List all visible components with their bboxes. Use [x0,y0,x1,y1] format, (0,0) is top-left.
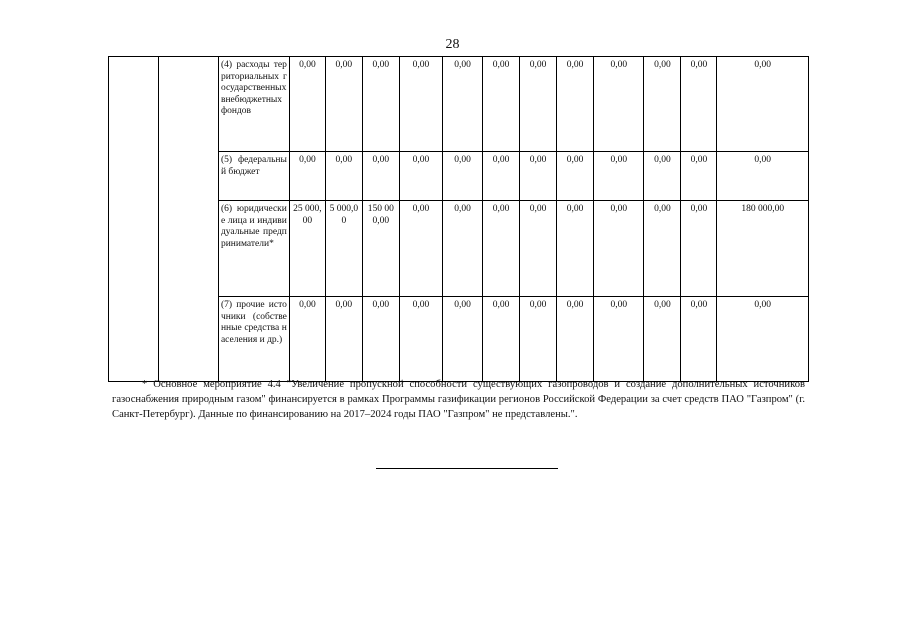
value-text: 0,00 [690,60,708,70]
value-cell [681,152,717,201]
value-cell [289,57,325,152]
value-cell [443,297,483,382]
value-text: 0,00 [492,60,510,70]
value-cell [325,297,362,382]
value-text: 0,00 [529,155,547,165]
value-text: 5 000,00 [329,204,359,226]
value-text: 0,00 [412,300,430,310]
value-cell [325,152,362,201]
value-cell [399,152,442,201]
merged-cell-number [109,57,159,382]
value-text: 0,00 [754,60,772,70]
value-text: 0,00 [529,204,547,214]
value-text: 0,00 [412,204,430,214]
value-text: 180 000,00 [741,204,785,214]
value-text: 0,00 [372,60,390,70]
value-text: 0,00 [610,300,628,310]
value-text: 0,00 [566,60,584,70]
value-cell [362,152,399,201]
value-text: 0,00 [454,155,471,165]
value-text: 0,00 [610,155,628,165]
value-cell [557,152,594,201]
value-text: 0,00 [654,204,671,214]
value-cell [443,152,483,201]
value-cell [325,201,362,297]
value-text: 0,00 [566,300,584,310]
value-cell [681,297,717,382]
value-text: 0,00 [335,155,353,165]
funding-source-label: (5) федеральный бюджет [220,155,287,177]
value-cell [594,57,644,152]
value-cell [594,297,644,382]
value-cell [644,57,681,152]
page-number: 28 [445,37,460,52]
value-cell [594,201,644,297]
value-text: 0,00 [566,155,584,165]
merged-cell-name [159,57,219,382]
value-text: 0,00 [335,60,353,70]
value-cell [717,57,809,152]
funding-source-label: (6) юридические лица и индивидуальные предприниматели* [220,204,287,249]
value-cell [644,152,681,201]
value-text: 0,00 [372,155,390,165]
value-cell [483,57,520,152]
value-cell [557,201,594,297]
value-cell [681,201,717,297]
value-cell [557,57,594,152]
value-text: 0,00 [454,300,471,310]
value-cell [717,297,809,382]
value-text: 0,00 [412,60,430,70]
funding-source-cell [218,297,289,382]
value-cell [362,201,399,297]
value-text: 0,00 [654,155,671,165]
value-text: 25 000,00 [293,204,322,226]
value-text: 0,00 [299,155,316,165]
value-cell [644,201,681,297]
funding-source-label: (4) расходы территориальных государственных внебюджетных фондов [220,60,287,117]
value-text: 0,00 [690,155,708,165]
value-text: 0,00 [412,155,430,165]
value-text: 0,00 [610,204,628,214]
value-text: 0,00 [372,300,390,310]
value-cell [520,152,557,201]
value-text: 150 000,00 [367,204,394,226]
value-text: 0,00 [335,300,353,310]
funding-source-cell [218,152,289,201]
value-cell [399,201,442,297]
value-cell [520,201,557,297]
footnote: * Основное мероприятие 4.4 "Увеличение пропускной способности существующих газопроводов и создание дополнительных источников газоснабжения природным газом" финансируется в рамках Программы газификации регионов Российской Федерации за счет средств ПАО "Газпром" (г. Санкт-Петербург). Данные по финансированию на 2017–2024 годы ПАО "Газпром" не представлены.". [112,379,805,420]
value-cell [443,57,483,152]
value-text: 0,00 [690,204,708,214]
value-cell [483,152,520,201]
value-text: 0,00 [492,300,510,310]
value-text: 0,00 [690,300,708,310]
value-cell [325,57,362,152]
value-text: 0,00 [654,300,671,310]
value-text: 0,00 [529,60,547,70]
funding-source-cell [218,201,289,297]
value-cell [289,201,325,297]
value-text: 0,00 [454,204,471,214]
value-cell [362,57,399,152]
value-cell [443,201,483,297]
value-cell [483,297,520,382]
value-cell [362,297,399,382]
value-cell [681,57,717,152]
value-cell [717,152,809,201]
value-text: 0,00 [529,300,547,310]
value-cell [717,201,809,297]
value-text: 0,00 [454,60,471,70]
value-text: 0,00 [754,155,772,165]
value-cell [289,152,325,201]
table-row [109,57,809,152]
value-cell [483,201,520,297]
value-text: 0,00 [299,300,316,310]
funding-source-label: (7) прочие источники (собственные средства населения и др.) [220,300,287,345]
financing-table [108,56,809,382]
value-text: 0,00 [492,155,510,165]
value-cell [644,297,681,382]
value-text: 0,00 [299,60,316,70]
footnote-end-rule [376,468,558,469]
value-text: 0,00 [492,204,510,214]
value-cell [594,152,644,201]
value-text: 0,00 [654,60,671,70]
value-cell [557,297,594,382]
value-text: 0,00 [754,300,772,310]
value-cell [399,57,442,152]
value-cell [520,57,557,152]
value-text: 0,00 [566,204,584,214]
funding-source-cell [218,57,289,152]
value-text: 0,00 [610,60,628,70]
value-cell [399,297,442,382]
value-cell [520,297,557,382]
value-cell [289,297,325,382]
